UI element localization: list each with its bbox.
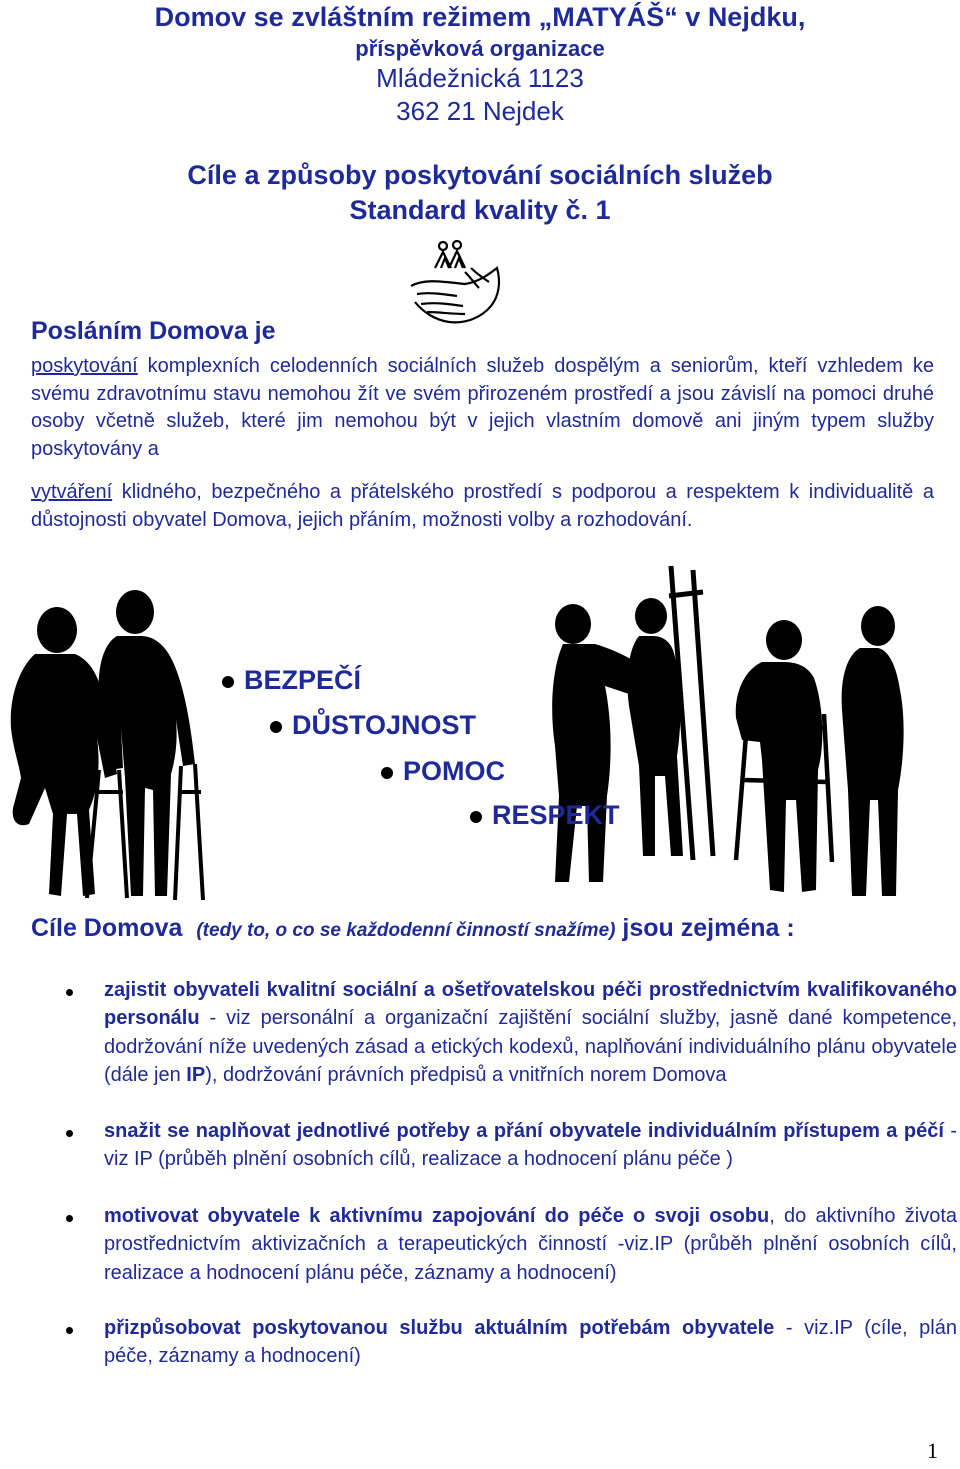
value-item: BEZPEČÍ (222, 665, 361, 696)
hands-logo-icon (405, 238, 505, 330)
org-name: Domov se zvláštním režimem „MATYÁŠ“ v Nejdku, (154, 2, 806, 32)
mission-p1-lead: poskytování (31, 355, 138, 377)
goal-item: zajistit obyvateli kvalitní sociální a ošetřovatelskou péči prostřednictvím kvalifikovaného personálu - viz personální a organizační zajištění sociální služby, jasně dané kompetence, dodržování níže uvedených zásad a etických kodexů, naplňování individuálního plánu obyvatele (dále jen IP), dodržování právních předpisů a vnitřních norem Domova (104, 979, 957, 1086)
bullet-icon (66, 1130, 73, 1137)
elderly-couple-silhouette-icon (5, 578, 205, 908)
goal-item: přizpůsobovat poskytovanou službu aktuálním potřebám obyvatele - viz.IP (cíle, plán péče, záznamy a hodnocení) (104, 1317, 957, 1368)
value-item: DŮSTOJNOST (270, 710, 476, 741)
caregiver-silhouette-icon (543, 556, 723, 890)
mission-title: Posláním Domova je (31, 317, 276, 345)
org-street: Mládežnická 1123 (376, 63, 584, 93)
bullet-icon (270, 721, 282, 733)
mission-p1-rest: komplexních celodenních sociálních služeb dospělým a seniorům, kteří vzhledem ke svému zdravotnímu stavu nemohou žít ve svém přirozeném prostředí a jsou závislí na pomoci druhé osoby včetně služeb, které jim nemohou být v jejich vlastním domově ani jiným typem služby poskytovány a (31, 355, 934, 460)
elderly-walker-silhouette-icon (722, 590, 922, 908)
mission-paragraph-2 (31, 479, 934, 534)
bullet-icon (381, 767, 393, 779)
goal-item: motivovat obyvatele k aktivnímu zapojování do péče o svoji osobu, do aktivního života prostřednictvím aktivizačních a terapeutických činností -viz.IP (průběh plnění osobních cílů, realizace a hodnocení plánu péče, záznamy a hodnocení) (104, 1205, 957, 1284)
goals-title: Cíle Domova (tedy to, o co se každodenní činností snažíme) jsou zejména : (31, 914, 795, 942)
mission-p2-rest: klidného, bezpečného a přátelského prostředí s podporou a respektem k individualitě a důstojnosti obyvatel Domova, jejich přáním, možnosti volby a rozhodování. (31, 481, 934, 531)
org-city: 362 21 Nejdek (396, 96, 564, 126)
goal-item: snažit se naplňovat jednotlivé potřeby a přání obyvatele individuálním přístupem a péčí - viz IP (průběh plnění osobních cílů, realizace a hodnocení plánu péče ) (104, 1120, 958, 1171)
page-number: 1 (927, 1438, 938, 1463)
bullet-icon (66, 1327, 73, 1334)
mission-paragraph-1 (31, 353, 934, 463)
org-type: příspěvková organizace (355, 36, 605, 61)
document-subtitle: Standard kvality č. 1 (349, 195, 611, 225)
bullet-icon (66, 989, 73, 996)
document-title: Cíle a způsoby poskytování sociálních služeb (187, 160, 773, 190)
mission-p2-lead: vytváření (31, 481, 113, 503)
bullet-icon (222, 676, 234, 688)
bullet-icon (470, 811, 482, 823)
bullet-icon (66, 1215, 73, 1222)
value-item: POMOC (381, 756, 505, 787)
value-item: RESPEKT (470, 800, 620, 831)
